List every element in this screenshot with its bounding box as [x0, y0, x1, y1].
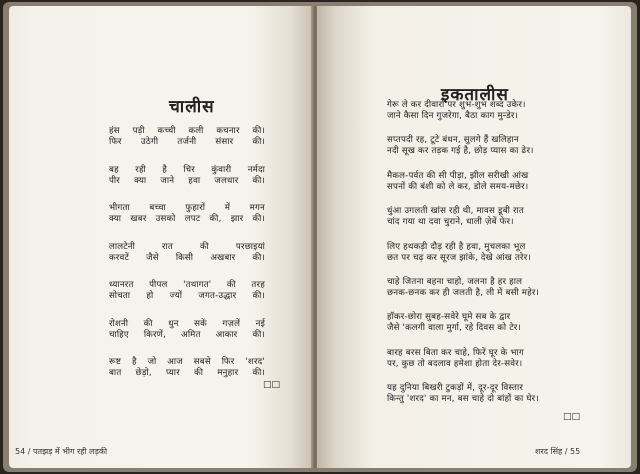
right-page-title: इकतालीस [441, 85, 509, 105]
stanza [387, 242, 531, 264]
stanza [387, 312, 521, 334]
poem-line: सप्तपदी रह, टूटे बंधन, सुलगे हैं खलिहान [387, 135, 519, 146]
poem-line: धुंआ उगलती खांस रही थी, मावस डूबी रात [387, 206, 525, 217]
stanza [109, 203, 265, 225]
poem-line: लालटेनी रात की परछाइयां [109, 241, 265, 252]
poem-line: बात छेड़ो, प्यार की मनुहार की। [109, 368, 265, 378]
stanza [387, 135, 534, 157]
poem-line: भीगता बच्चा फुहारों में मगन [109, 203, 265, 213]
poem-line: मैकल-पर्वत की सी पीड़ा, झील सरीखी आंख [387, 170, 529, 181]
poem-line: फिर उठेगी तर्जनी संसार की। [109, 137, 265, 147]
poem-line: रूष्ट है जो आज सबसे फिर 'शरद' [109, 357, 265, 367]
poem-line: नदी सूख कर तड़क गई है, छोड़ प्यास का ढेर। [387, 146, 534, 157]
stanza [109, 280, 265, 302]
right-end-mark: □□ [563, 412, 581, 422]
stanza [387, 383, 539, 405]
poem-line: चाहे जितना बहना चाहो, जलना है हर हाल [387, 277, 523, 287]
poem-line: बारह बरस बिता कर चाहे, फिरें घूर के भाग [387, 347, 524, 358]
stanza [109, 126, 265, 148]
poem-line: सोचता हो ज्यों जगत-उद्धार की। [109, 291, 265, 301]
poem-line: जाने कैसा दिन गुजरेगा, बैठा काग मुन्डेर। [387, 111, 519, 121]
poem-line: बह रही है चिर कुंवारी नर्मदा [109, 164, 265, 175]
poem-line: छनक-छनक कर ही जलती है, ली में बसी महेर। [387, 288, 540, 298]
right-page [317, 6, 631, 468]
stanza [387, 277, 539, 299]
right-page-footer: शरद सिंह / 55 [535, 447, 581, 456]
stanza [387, 206, 524, 228]
poem-line: जैसे 'कलगी वाला मुर्गा, रहे दिवस को टेर। [387, 323, 521, 334]
left-end-mark: □□ [263, 380, 281, 390]
poem-line: हॉकर-छोरा सुबह-सवेरे घूमे सब के द्वार [387, 312, 511, 323]
poem-line: हंस पड़ी कच्ची कली कचनार की। [109, 126, 265, 136]
stanza [109, 319, 265, 341]
stanza [109, 357, 265, 379]
poem-line: करवटें जैसे किसी अखबार की। [109, 252, 265, 263]
left-page-footer: 54 / पतझड़ में भीग रही लड़की [15, 447, 108, 456]
poem-line: छत पर चढ़ कर सूरज झांके, देखे आंख तरेर। [387, 252, 531, 263]
stanza [387, 348, 524, 370]
poem-line: चांद गया था दवा चुराने, धाली ज़ेबें फेर। [387, 217, 514, 228]
poem-line: किन्तु 'शरद' का मन, बस चाहे दो बांहों का घेर। [387, 394, 539, 405]
stanza [109, 242, 265, 264]
stanza [387, 171, 528, 193]
poem-line: सपनों की बंशी को ले कर, डोले समय-मछेर। [387, 181, 529, 192]
poem-line: गेरू ले कर दीवारों पर शुभ-शुभ शब्द उकेर। [387, 100, 526, 110]
stanza [387, 100, 526, 122]
poem-line: पीर क्या जाने हवा जलधार की। [109, 175, 265, 186]
left-page-title: चालीस [169, 97, 215, 117]
poem-line: ध्यानरत पीपल 'तथागत' की तरह [109, 280, 265, 290]
open-book [3, 2, 637, 472]
poem-line: चाहिए किरणें, अमित आकार की। [109, 329, 265, 340]
poem-line: रोशनी की धुन सकें गज़लें नई [109, 318, 265, 329]
poem-line: यह दुनिया बिखरी टुकड़ों में, दूर-दूर विस्तार [387, 383, 524, 394]
left-page [9, 6, 313, 468]
stanza [109, 165, 265, 187]
poem-line: लिए हथकड़ी दौड़ रही है हवा, मुचलका भूल [387, 241, 526, 252]
poem-line: पर, कुछ तो बदलाव हमेशा होता देर-सवेर। [387, 358, 523, 369]
poem-line: क्या खबर उसको लपट की, झार की। [109, 214, 265, 224]
